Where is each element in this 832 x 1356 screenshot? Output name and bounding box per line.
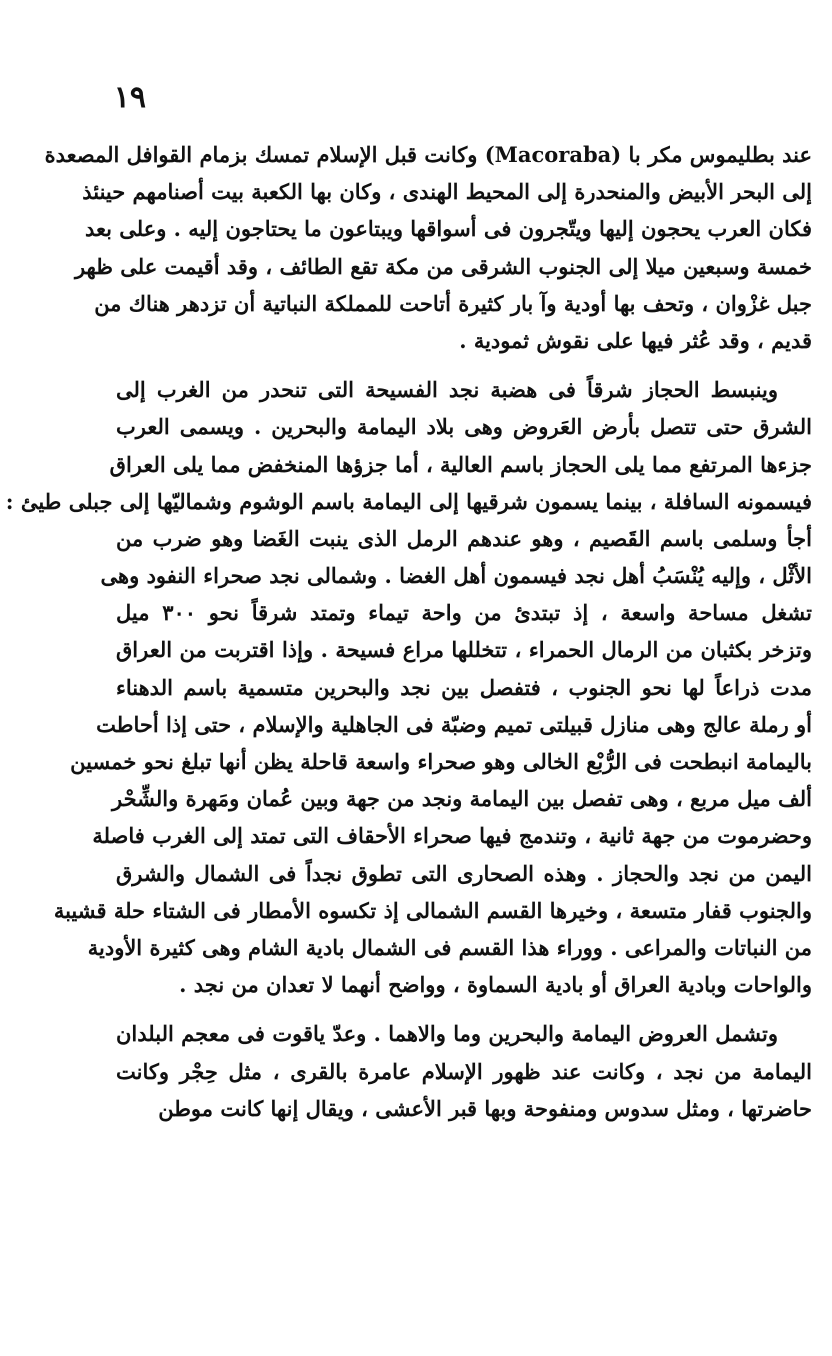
text-line: خمسة وسبعين ميلا إلى الجنوب الشرقى من مكة تقع الطائف ، وقد أقيمت على ظهر [74,253,812,279]
text-line: أو رملة عالج وهى منازل قبيلتى تميم وضبّة فى الجاهلية والإسلام ، حتى إذا أحاطت [96,711,812,737]
text-line: أجأ وسلمى باسم القَصيم ، وهو عندهم الرمل الذى ينبت الغَضا وهو ضرب من [116,525,812,551]
text-line: فكان العرب يحجون إليها ويتّجرون فى أسواقها ويبتاعون ما يحتاجون إليه . وعلى بعد [84,216,812,242]
text-line: من النباتات والمراعى . ووراء هذا القسم فى الشمال بادية الشام وهى كثيرة الأودية [87,934,812,960]
text-line: الشرق حتى تتصل بأرض العَروض وهى بلاد اليمامة والبحرين . ويسمى العرب [116,414,812,440]
paragraph [5,371,812,1003]
text-line: ألف ميل مربع ، وهى تفصل بين اليمامة ونجد من جهة وبين عُمان ومَهرة والشِّحْر [112,786,812,812]
text-line: عند بطليموس مكر با (Macoraba) وكانت قبل الإسلام تمسك بزمام القوافل المصعدة [44,142,812,167]
text-line: باليمامة انبطحت فى الرُّبْع الخالى وهو صحراء واسعة قاحلة يظن أنها تبلغ نحو خمسين [70,749,812,774]
text-line: وتزخر بكثبان من الرمال الحمراء ، تتخللها مراع فسيحة . وإذا اقتربت من العراق [116,637,812,663]
text-line: فيسمونه السافلة ، بينما يسمون شرقيها إلى اليمامة باسم الوشوم وشماليّها إلى جبلى طيئ : [5,488,812,514]
text-line: حاضرتها ، ومثل سدوس ومنفوحة وبها قبر الأعشى ، ويقال إنها كانت موطن [158,1095,812,1121]
page-number: ١٩ [113,80,146,115]
text-line: إلى البحر الأبيض والمنحدرة إلى المحيط الهندى ، وكان بها الكعبة بيت أصنامهم حينئذ [82,179,812,205]
text-line: وينبسط الحجاز شرقاً فى هضبة نجد الفسيحة التى تنحدر من الغرب إلى [116,377,778,403]
text-line: وتشمل العروض اليمامة والبحرين وما والاهما . وعدّ ياقوت فى معجم البلدان [116,1021,778,1047]
text-line: والواحات وبادية العراق أو بادية السماوة ، وواضح أنهما لا تعدان من نجد . [179,972,812,998]
text-line: الأثْل ، وإليه يُنْسَبُ أهل نجد فيسمون أهل الغضا . وشمالى نجد صحراء النفود وهى [100,563,812,589]
body-text [5,136,812,1127]
text-line: والجنوب قفار متسعة ، وخيرها القسم الشمالى إذ تكسوه الأمطار فى الشتاء حلة قشيبة [53,897,812,923]
paragraph [116,1015,812,1127]
text-line: اليمامة من نجد ، وكانت عند ظهور الإسلام عامرة بالقرى ، مثل حِجْر وكانت [116,1058,812,1084]
text-line: اليمن من نجد والحجاز . وهذه الصحارى التى تطوق نجداً فى الشمال والشرق [116,860,812,886]
text-line: تشغل مساحة واسعة ، إذ تبتدئ من واحة تيماء وتمتد شرقاً نحو ٣٠٠ ميل [116,600,812,626]
text-line: قديم ، وقد عُثر فيها على نقوش ثمودية . [459,327,812,353]
text-line: مدت ذراعاً لها نحو الجنوب ، فتفصل بين نجد والبحرين متسمية باسم الدهناء [116,674,812,700]
paragraph [44,136,812,359]
text-line: جبل غزْوان ، وتحف بها أودية وآ بار كثيرة أتاحت للمملكة النباتية أن تزدهر هناك من [94,290,812,316]
text-line: وحضرموت من جهة ثانية ، وتندمج فيها صحراء الأحقاف التى تمتد إلى الغرب فاصلة [92,823,812,849]
text-line: جزءها المرتفع مما يلى الحجاز باسم العالية ، أما جزؤها المنخفض مما يلى العراق [109,451,812,477]
